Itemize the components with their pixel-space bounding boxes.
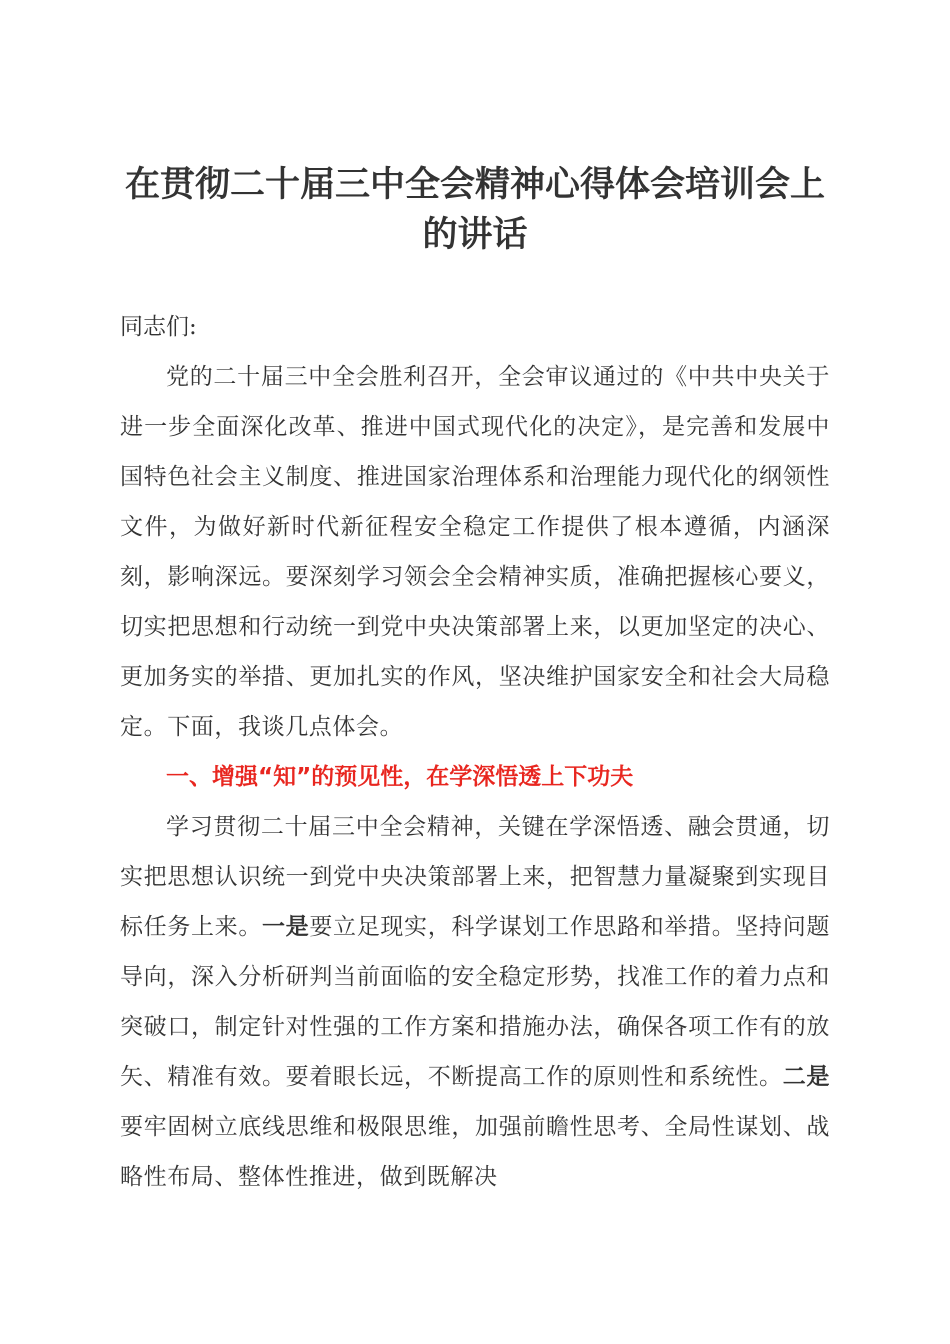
point-marker-2: 二是 xyxy=(782,1064,830,1090)
section-1-text-part-3: 要牢固树立底线思维和极限思维，加强前瞻性思考、全局性谋划、战略性布局、整体性推进，做到既解决 xyxy=(120,1114,830,1190)
section-1-text-part-2: 要立足现实，科学谋划工作思路和举措。坚持问题导向，深入分析研判当前面临的安全稳定形势，找准工作的着力点和突破口，制定针对性强的工作方案和措施办法，确保各项工作有的放矢、精准有效。要着眼长远，不断提高工作的原则性和系统性。 xyxy=(120,914,830,1090)
section-1-paragraph xyxy=(120,802,830,1202)
title-line-2: 的讲话 xyxy=(422,215,528,255)
title-line-1: 在贯彻二十届三中全会精神心得体会培训会上 xyxy=(124,165,825,205)
intro-paragraph: 党的二十届三中全会胜利召开，全会审议通过的《中共中央关于进一步全面深化改革、推进中国式现代化的决定》，是完善和发展中国特色社会主义制度、推进国家治理体系和治理能力现代化的纲领性文件，为做好新时代新征程安全稳定工作提供了根本遵循，内涵深刻，影响深远。要深刻学习领会全会精神实质，准确把握核心要义，切实把思想和行动统一到党中央决策部署上来，以更加坚定的决心、更加务实的举措、更加扎实的作风，坚决维护国家安全和社会大局稳定。下面，我谈几点体会。 xyxy=(120,364,830,740)
point-marker-1: 一是 xyxy=(262,914,310,940)
salutation: 同志们: xyxy=(120,314,197,340)
section-1-text-part-1: 学习贯彻二十届三中全会精神，关键在学深悟透、融会贯通，切实把思想认识统一到党中央决策部署上来，把智慧力量凝聚到实现目标任务上来。 xyxy=(120,814,830,940)
document-page xyxy=(120,160,830,1202)
document-title xyxy=(120,160,830,260)
section-heading-1: 一、增强“知”的预见性，在学深悟透上下功夫 xyxy=(166,764,634,790)
